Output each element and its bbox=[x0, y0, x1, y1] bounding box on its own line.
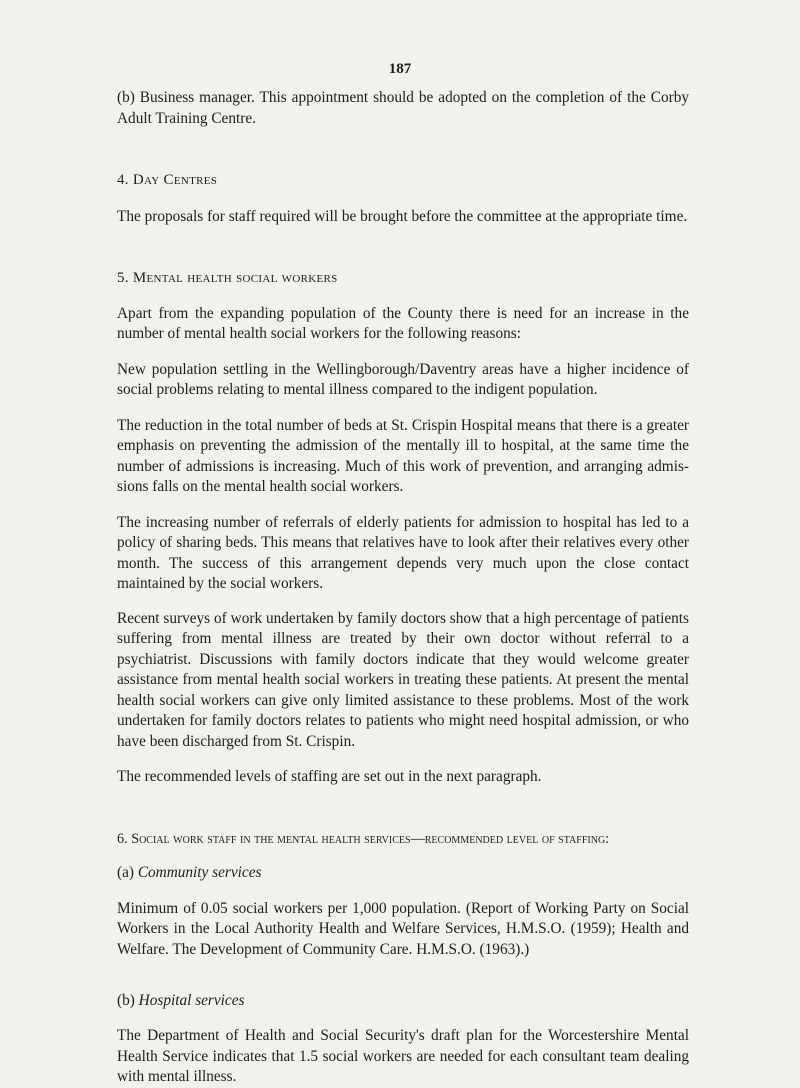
subheading-label: (b) bbox=[117, 992, 135, 1009]
paragraph-community-services: Minimum of 0.05 social workers per 1,000 population. (Report of Working Party on Social Workers in the Local Authority Health and Welfare Services, H.M.S.O. (1959); Health and Welfare. The Development of Community Care. H.M.S.O. (1963).) bbox=[117, 899, 689, 958]
subheading-label: (a) bbox=[117, 863, 134, 881]
page-body bbox=[117, 88, 689, 1088]
paragraph-business-manager: (b) Business manager. This appointment should be adopted on the completion of the Corby Adult Training Centre. bbox=[117, 89, 689, 127]
paragraph-reasons-intro: Apart from the expanding population of the County there is need for an increase in the number of mental health social workers for the following reasons: bbox=[117, 304, 689, 342]
paragraph-elderly-referrals: The increasing number of referrals of elderly patients for admission to hospital has led to a policy of sharing beds. This means that relatives have to look after their relatives every other month. The success of this arrangement depends very much upon the close contact maintained by the social workers. bbox=[117, 513, 689, 592]
paragraph-day-centres: The proposals for staff required will be brought before the committee at the appropriate time. bbox=[117, 208, 688, 225]
subheading-hospital-services bbox=[117, 991, 689, 1011]
paragraph-hospital-services: The Department of Health and Social Security's draft plan for the Worcestershire Mental Health Service indicates that 1.5 social workers are needed for each consultant team dealing with mental illness. bbox=[117, 1027, 689, 1085]
paragraph-bed-reduction: The reduction in the total number of beds at St. Crispin Hospital means that there is a greater emphasis on preventing the admission of the mentally ill to hospital, at the same time the number of admissions is increasing. Much of this work of prevention, and arranging admis-sions falls on the mental health social workers. bbox=[117, 416, 689, 495]
heading-mental-health-social-workers: 5. Mental health social workers bbox=[117, 269, 338, 286]
page-number: 187 bbox=[388, 61, 412, 77]
paragraph-family-doctors: Recent surveys of work undertaken by family doctors show that a high percentage of patients suffering from mental illness are treated by their own doctor without referral to a psychiatrist. Discussions with family doctors indicate that they would welcome greater assistance from mental health social workers in treating these patients. At present the mental health social workers can give only limited assistance to these problems. Most of the work undertaken for family doctors relates to patients who might need hospital admission, or who have been discharged from St. Crispin. bbox=[117, 609, 689, 750]
heading-social-work-staff: 6. Social work staff in the mental health services—recommended level of staffing: bbox=[117, 830, 610, 847]
paragraph-recommended-levels: The recommended levels of staffing are set out in the next paragraph. bbox=[117, 768, 542, 785]
paragraph-new-population: New population settling in the Wellingborough/Daventry areas have a higher incidence of social problems relating to mental illness compared to the indigent population. bbox=[117, 360, 689, 398]
subheading-title: Community services bbox=[137, 863, 262, 881]
heading-day-centres: 4. Day Centres bbox=[117, 172, 218, 188]
subheading-community-services bbox=[117, 863, 689, 883]
subheading-title: Hospital services bbox=[138, 992, 245, 1009]
